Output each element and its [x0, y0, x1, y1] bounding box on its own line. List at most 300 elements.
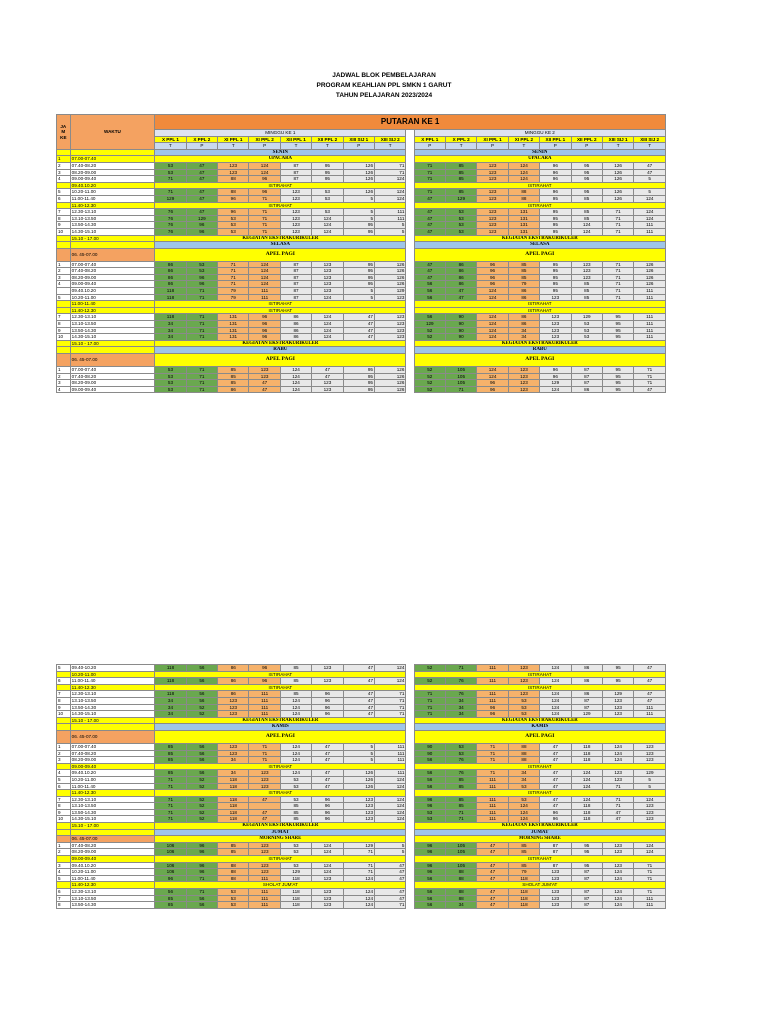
teacher-code: 124: [571, 796, 602, 803]
teacher-code: 126: [602, 169, 633, 176]
table-row: [57, 889, 666, 896]
gap: [406, 829, 414, 836]
teacher-code: 71: [602, 222, 633, 229]
teacher-code: 52: [414, 380, 445, 387]
teacher-code: 47: [343, 314, 374, 321]
teacher-code: 85: [445, 176, 476, 183]
teacher-code: 71: [477, 750, 508, 757]
teacher-code: 124: [571, 228, 602, 235]
teacher-code: 47: [186, 176, 217, 183]
table-row: [57, 386, 666, 393]
teacher-code: 87: [571, 697, 602, 704]
break-label-w2: ISTIRAHAT: [414, 202, 665, 209]
break-row: [57, 763, 666, 770]
teacher-code: 123: [312, 288, 343, 295]
morning-time: 06. 45-07.00: [70, 836, 155, 843]
teacher-code: 86: [508, 294, 539, 301]
teacher-code: 111: [375, 750, 406, 757]
teacher-code: 71: [602, 288, 633, 295]
break-label-w1: ISTIRAHAT: [155, 671, 406, 678]
break-label-w1: ISTIRAHAT: [155, 182, 406, 189]
jam-number: 6: [57, 783, 71, 790]
teacher-code: 124: [312, 222, 343, 229]
teacher-code: 47: [414, 215, 445, 222]
teacher-code: 47: [634, 691, 666, 698]
apel-label-w2: APEL PAGI: [414, 354, 665, 367]
teacher-code: 123: [312, 895, 343, 902]
gap: [406, 340, 414, 347]
table-row: [57, 842, 666, 849]
teacher-code: 5: [634, 189, 666, 196]
tp-flag: P: [249, 143, 280, 150]
teacher-code: 96: [186, 228, 217, 235]
teacher-code: 126: [375, 380, 406, 387]
teacher-code: 124: [280, 386, 311, 393]
teacher-code: 124: [375, 803, 406, 810]
teacher-code: 111: [477, 691, 508, 698]
table-row: [57, 691, 666, 698]
teacher-code: 96: [540, 162, 571, 169]
time-slot: 08.20-09.00: [70, 757, 155, 764]
teacher-code: 47: [477, 875, 508, 882]
break-row: [57, 882, 666, 889]
teacher-code: 34: [446, 902, 477, 909]
teacher-code: 56: [414, 294, 445, 301]
teacher-code: 126: [634, 281, 666, 288]
apel-label-w1: APEL PAGI: [155, 730, 406, 743]
jam-number: 8: [57, 902, 71, 909]
teacher-code: 96: [414, 862, 445, 869]
teacher-code: 71: [602, 796, 633, 803]
teacher-code: 96: [249, 327, 280, 334]
table-row: [57, 195, 666, 202]
teacher-code: 96: [540, 373, 571, 380]
gap: [406, 202, 414, 209]
teacher-code: 34: [218, 757, 249, 764]
jam-number: 8: [57, 803, 71, 810]
teacher-code: 131: [218, 334, 249, 341]
jam-number: 5: [57, 665, 71, 672]
teacher-code: 85: [218, 849, 249, 856]
apel-time: 06. 45-07.00: [70, 354, 155, 367]
teacher-code: 87: [571, 380, 602, 387]
teacher-code: 123: [634, 750, 666, 757]
no-cell: [57, 347, 71, 354]
teacher-code: 56: [414, 770, 445, 777]
teacher-code: 71: [634, 869, 666, 876]
teacher-code: 123: [218, 711, 249, 718]
teacher-code: 123: [218, 750, 249, 757]
teacher-code: 118: [571, 743, 602, 750]
time-slot: 09.00-09.40: [70, 176, 155, 183]
teacher-code: 118: [155, 665, 186, 672]
upacara-row: [57, 156, 666, 163]
teacher-code: 47: [414, 261, 445, 268]
teacher-code: 123: [540, 327, 571, 334]
teacher-code: 95: [571, 169, 602, 176]
teacher-code: 124: [634, 209, 666, 216]
gap: [406, 228, 414, 235]
teacher-code: 47: [375, 869, 406, 876]
class-header: XI PPL 2: [249, 136, 280, 143]
teacher-code: 123: [280, 195, 311, 202]
teacher-code: 56: [414, 902, 445, 909]
class-header: XII PPL 1: [540, 136, 571, 143]
teacher-code: 85: [280, 678, 311, 685]
teacher-code: 47: [312, 743, 343, 750]
teacher-code: 71: [375, 902, 406, 909]
teacher-code: 105: [446, 849, 477, 856]
teacher-code: 88: [218, 875, 249, 882]
jam-number: 10: [57, 334, 71, 341]
doc-title: JADWAL BLOK PEMBELAJARAN: [332, 72, 436, 79]
teacher-code: 85: [280, 665, 311, 672]
teacher-code: 123: [312, 665, 343, 672]
teacher-code: 123: [477, 215, 508, 222]
teacher-code: 47: [634, 697, 666, 704]
week1-header: MINGGU KE 1: [155, 130, 406, 137]
teacher-code: 53: [218, 215, 249, 222]
teacher-code: 95: [602, 386, 633, 393]
table-row: [57, 321, 666, 328]
jam-number: [57, 288, 71, 295]
teacher-code: 86: [218, 386, 249, 393]
time-slot: 13.10-13.50: [70, 803, 155, 810]
teacher-code: 129: [602, 691, 633, 698]
teacher-code: 129: [155, 195, 186, 202]
teacher-code: 124: [280, 770, 311, 777]
day-label-w1: KAMIS: [155, 724, 406, 731]
teacher-code: 129: [414, 321, 445, 328]
teacher-code: 71: [602, 261, 633, 268]
teacher-code: 96: [312, 704, 343, 711]
teacher-code: 105: [446, 862, 477, 869]
table-row: [57, 169, 666, 176]
week2-header: MINGGU KE 2: [414, 130, 665, 137]
gap: [406, 294, 414, 301]
teacher-code: 123: [280, 189, 311, 196]
ekstra-row: [57, 717, 666, 724]
time-slot: 09.40.10.20: [70, 288, 155, 295]
no-cell: [57, 202, 71, 209]
gap: [406, 823, 414, 830]
teacher-code: 123: [218, 743, 249, 750]
teacher-code: 123: [375, 321, 406, 328]
time-slot: 12.30-13.10: [70, 209, 155, 216]
teacher-code: 95: [540, 261, 571, 268]
teacher-code: 111: [477, 809, 508, 816]
teacher-code: 96: [186, 281, 217, 288]
day-label-w1: SELASA: [155, 242, 406, 249]
day-row: [57, 829, 666, 836]
teacher-code: 123: [249, 373, 280, 380]
teacher-code: 124: [602, 757, 633, 764]
teacher-code: 56: [414, 776, 445, 783]
class-header: XII PPL 2: [571, 136, 602, 143]
teacher-code: 76: [155, 228, 186, 235]
teacher-code: 95: [571, 842, 602, 849]
teacher-code: 56: [186, 757, 217, 764]
day-row: [57, 149, 666, 156]
teacher-code: 71: [375, 704, 406, 711]
teacher-code: 124: [477, 327, 508, 334]
teacher-code: 111: [249, 691, 280, 698]
teacher-code: 111: [477, 796, 508, 803]
teacher-code: 126: [375, 261, 406, 268]
teacher-code: 124: [508, 169, 539, 176]
teacher-code: 123: [602, 704, 633, 711]
teacher-code: 124: [312, 334, 343, 341]
teacher-code: 124: [312, 294, 343, 301]
teacher-code: 71: [375, 697, 406, 704]
teacher-code: 96: [312, 697, 343, 704]
teacher-code: 86: [155, 274, 186, 281]
break-time: 11.40-12.30: [70, 790, 155, 797]
teacher-code: 124: [477, 367, 508, 374]
no-cell: [57, 790, 71, 797]
teacher-code: 47: [634, 162, 666, 169]
break-label-w2: ISTIRAHAT: [414, 763, 665, 770]
ekstra-time: 15.10 - 17.00: [70, 235, 155, 242]
teacher-code: 96: [540, 189, 571, 196]
teacher-code: 118: [571, 750, 602, 757]
teacher-code: 124: [375, 816, 406, 823]
gap: [406, 743, 414, 750]
teacher-code: 52: [414, 665, 445, 672]
teacher-code: 123: [477, 209, 508, 216]
time-slot: 09.40.10.20: [70, 770, 155, 777]
jam-number: 9: [57, 222, 71, 229]
teacher-code: 123: [280, 209, 311, 216]
gap: [406, 665, 414, 672]
teacher-code: 53: [218, 228, 249, 235]
teacher-code: 124: [571, 783, 602, 790]
teacher-code: 95: [571, 849, 602, 856]
teacher-code: 95: [571, 862, 602, 869]
teacher-code: 71: [602, 268, 633, 275]
gap: [406, 849, 414, 856]
teacher-code: 118: [571, 757, 602, 764]
teacher-code: 123: [312, 386, 343, 393]
table-row: [57, 783, 666, 790]
teacher-code: 129: [343, 842, 374, 849]
gap: [406, 136, 414, 143]
teacher-code: 124: [540, 697, 571, 704]
teacher-code: 85: [155, 743, 186, 750]
jam-header: JA M KE: [57, 115, 71, 150]
teacher-code: 34: [155, 334, 186, 341]
teacher-code: 105: [445, 380, 476, 387]
teacher-code: 111: [634, 222, 666, 229]
teacher-code: 124: [375, 796, 406, 803]
teacher-code: 34: [446, 711, 477, 718]
time-cell: [70, 829, 155, 836]
teacher-code: 47: [343, 334, 374, 341]
teacher-code: 71: [446, 816, 477, 823]
teacher-code: 56: [414, 895, 445, 902]
teacher-code: 124: [312, 215, 343, 222]
time-slot: 14.30-15.10: [70, 711, 155, 718]
break-time: 11.40-12.30: [70, 684, 155, 691]
teacher-code: 105: [445, 367, 476, 374]
teacher-code: 96: [186, 274, 217, 281]
teacher-code: 124: [540, 704, 571, 711]
no-cell: [57, 882, 71, 889]
teacher-code: 123: [218, 704, 249, 711]
teacher-code: 96: [477, 704, 508, 711]
teacher-code: 76: [155, 222, 186, 229]
teacher-code: 53: [508, 783, 539, 790]
teacher-code: 118: [218, 816, 249, 823]
teacher-code: 126: [375, 274, 406, 281]
teacher-code: 88: [508, 189, 539, 196]
teacher-code: 53: [508, 704, 539, 711]
teacher-code: 85: [155, 750, 186, 757]
teacher-code: 71: [414, 691, 445, 698]
teacher-code: 86: [280, 327, 311, 334]
teacher-code: 111: [249, 294, 280, 301]
teacher-code: 47: [343, 697, 374, 704]
table-row: [57, 711, 666, 718]
no-cell: [57, 149, 71, 156]
teacher-code: 129: [571, 314, 602, 321]
teacher-code: 56: [186, 743, 217, 750]
table-row: [57, 228, 666, 235]
jam-number: 9: [57, 704, 71, 711]
teacher-code: 131: [218, 314, 249, 321]
teacher-code: 96: [414, 842, 445, 849]
teacher-code: 126: [343, 189, 374, 196]
teacher-code: 71: [155, 776, 186, 783]
teacher-code: 47: [634, 386, 666, 393]
time-slot: 08.20-09.00: [70, 274, 155, 281]
teacher-code: 47: [414, 268, 445, 275]
teacher-code: 131: [508, 215, 539, 222]
teacher-code: 88: [446, 895, 477, 902]
gap: [406, 354, 414, 367]
time-slot: 11.00-11.40: [70, 195, 155, 202]
apel-label-w1: APEL PAGI: [155, 354, 406, 367]
ekstra-time: 15.10 - 17.00: [70, 340, 155, 347]
teacher-code: 90: [414, 743, 445, 750]
teacher-code: 95: [343, 367, 374, 374]
gap: [406, 182, 414, 189]
break-row: [57, 684, 666, 691]
teacher-code: 53: [446, 743, 477, 750]
no-cell: [57, 248, 71, 261]
gap: [406, 268, 414, 275]
jam-number: 8: [57, 215, 71, 222]
teacher-code: 71: [155, 809, 186, 816]
teacher-code: 71: [186, 373, 217, 380]
gap: [406, 130, 414, 137]
teacher-code: 5: [375, 849, 406, 856]
teacher-code: 96: [186, 849, 217, 856]
teacher-code: 5: [634, 176, 666, 183]
teacher-code: 124: [343, 902, 374, 909]
gap: [406, 691, 414, 698]
teacher-code: 5: [343, 195, 374, 202]
teacher-code: 5: [343, 288, 374, 295]
teacher-code: 123: [249, 849, 280, 856]
break-time: 10.20-11.00: [70, 671, 155, 678]
teacher-code: 71: [602, 803, 633, 810]
tp-flag: T: [508, 143, 539, 150]
teacher-code: 124: [602, 743, 633, 750]
gap: [406, 902, 414, 909]
teacher-code: 53: [186, 261, 217, 268]
teacher-code: 53: [312, 195, 343, 202]
teacher-code: 79: [508, 281, 539, 288]
teacher-code: 86: [508, 314, 539, 321]
teacher-code: 118: [571, 816, 602, 823]
day-row: [57, 724, 666, 731]
time-slot: 07.40-08.20: [70, 842, 155, 849]
teacher-code: 123: [571, 274, 602, 281]
teacher-code: 96: [414, 796, 445, 803]
time-slot: 12.30-13.10: [70, 889, 155, 896]
teacher-code: 123: [508, 691, 539, 698]
teacher-code: 111: [634, 895, 666, 902]
ekstra-label-w2: KEGIATAN EKSTRAKURIKULER: [414, 235, 665, 242]
teacher-code: 52: [186, 711, 217, 718]
gap: [406, 169, 414, 176]
teacher-code: 111: [477, 816, 508, 823]
teacher-code: 95: [312, 176, 343, 183]
teacher-code: 86: [445, 268, 476, 275]
teacher-code: 47: [249, 816, 280, 823]
day-label-w1: JUMAT: [155, 829, 406, 836]
teacher-code: 106: [155, 842, 186, 849]
break-label-w1: ISTIRAHAT: [155, 763, 406, 770]
tp-flag: P: [343, 143, 374, 150]
teacher-code: 126: [375, 386, 406, 393]
jam-number: 7: [57, 691, 71, 698]
teacher-code: 52: [186, 803, 217, 810]
teacher-code: 111: [375, 215, 406, 222]
gap: [406, 684, 414, 691]
time-slot: 11.00-11.40: [70, 783, 155, 790]
time-slot: 10.20-11.00: [70, 189, 155, 196]
teacher-code: 71: [634, 380, 666, 387]
time-slot: 13.10-13.50: [70, 215, 155, 222]
class-header: XIII SIJ 2: [375, 136, 406, 143]
teacher-code: 52: [414, 327, 445, 334]
gap: [406, 763, 414, 770]
teacher-code: 95: [540, 209, 571, 216]
teacher-code: 71: [414, 697, 445, 704]
teacher-code: 124: [508, 162, 539, 169]
time-slot: 13.50-14.30: [70, 222, 155, 229]
teacher-code: 111: [634, 902, 666, 909]
jam-number: 9: [57, 327, 71, 334]
apel-label-w1: APEL PAGI: [155, 248, 406, 261]
break-time: 11.40-12.30: [70, 307, 155, 314]
teacher-code: 124: [280, 757, 311, 764]
gap: [406, 373, 414, 380]
table-row: [57, 294, 666, 301]
teacher-code: 95: [343, 274, 374, 281]
teacher-code: 71: [186, 334, 217, 341]
teacher-code: 52: [414, 367, 445, 374]
day-row: [57, 347, 666, 354]
gap: [406, 750, 414, 757]
teacher-code: 86: [218, 678, 249, 685]
teacher-code: 71: [249, 228, 280, 235]
break-label-w2: ISTIRAHAT: [414, 182, 665, 189]
teacher-code: 71: [186, 327, 217, 334]
teacher-code: 76: [446, 770, 477, 777]
